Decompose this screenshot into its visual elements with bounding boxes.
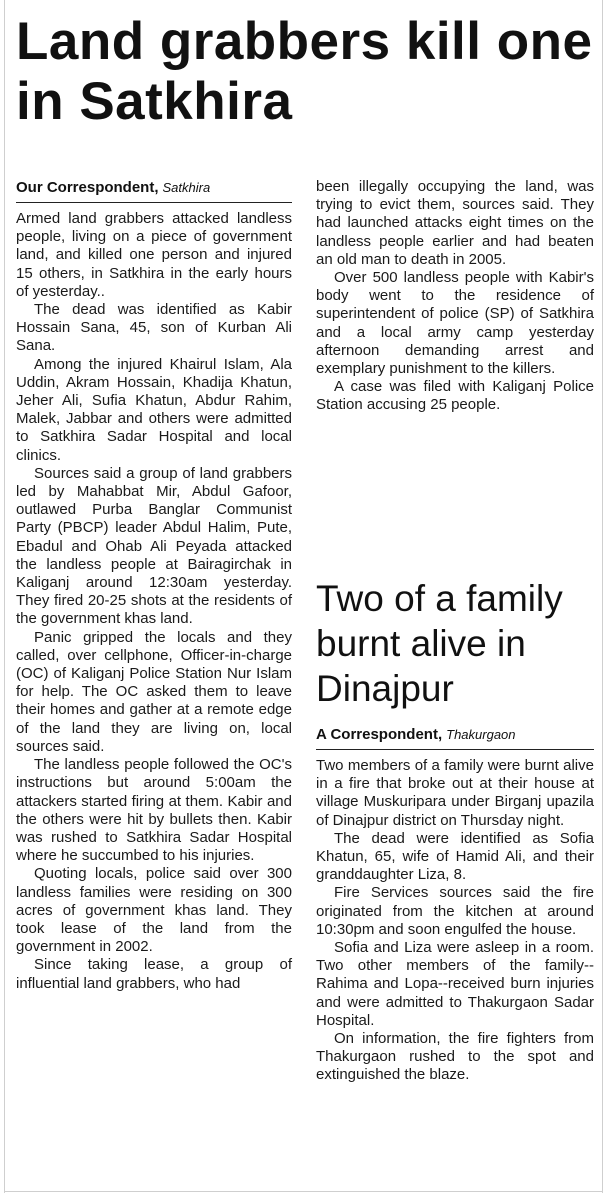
paragraph: Sofia and Liza were asleep in a room. Two other members of the family--Rahima and Lopa--received burn injuries and were admitted to Thakurgaon Sadar Hospital. bbox=[316, 939, 594, 1029]
paragraph: Armed land grabbers attacked landless people, living on a piece of government land, and killed one person and injured 15 others, in Satkhira in the early hours of yesterday.. bbox=[16, 210, 292, 300]
column-rule-left bbox=[4, 0, 5, 1193]
story2-headline: Two of a family burnt alive in Dinajpur bbox=[316, 578, 563, 709]
paragraph: Panic gripped the locals and they called, over cellphone, Officer-in-charge (OC) of Kaliganj Police Station Nur Islam for help. The OC asked them to leave their homes and gather at a remote edge of the land they are living on, local sources said. bbox=[16, 628, 292, 755]
story1-column-2 bbox=[316, 178, 594, 415]
paragraph: Among the injured Khairul Islam, Ala Uddin, Akram Hossain, Khadija Khatun, Jeher Ali, Sufia Khatun, Abdur Rahim, Malek, Jabbar and others were admitted to Satkhira Sadar Hospital and local clinics. bbox=[16, 355, 292, 464]
paragraph: Quoting locals, police said over 300 landless families were residing on 300 acres of government khas land. They took lease of the land from the government in 2002. bbox=[16, 865, 292, 956]
paragraph: Fire Services sources said the fire originated from the kitchen at around 10:30pm and soon engulfed the house. bbox=[316, 884, 594, 938]
story1-byline-author: Our Correspondent, bbox=[16, 179, 159, 196]
paragraph: A case was filed with Kaliganj Police Station accusing 25 people. bbox=[316, 378, 594, 414]
paragraph: Over 500 landless people with Kabir's body went to the residence of superintendent of police (SP) of Satkhira and a local army camp yesterday afternoon demanding arrest and exemplary punishment to the killers. bbox=[316, 269, 594, 378]
story1-headline: Land grabbers kill one in Satkhira bbox=[16, 12, 593, 131]
story2-byline-place: Thakurgaon bbox=[446, 727, 516, 742]
paragraph: The landless people followed the OC's instructions but around 5:00am the attackers started firing at them. Kabir and the others were hit by bullets then. Kabir was rushed to Satkhira Sadar Hospital where he succumbed to his injuries. bbox=[16, 756, 292, 865]
page-rule-bottom bbox=[4, 1191, 603, 1192]
paragraph: Sources said a group of land grabbers led by Mahabbat Mir, Abdul Gafoor, outlawed Purba Banglar Communist Party (PBCP) leader Abdul Halim, Pute, Ebadul and Ohab Ali Peyada attacked the landless people at Bairagirchak in Kaliganj around 12:30am yesterday. They fired 20-25 shots at the residents of the government khas land. bbox=[16, 464, 292, 628]
story2 bbox=[316, 576, 594, 1085]
story1-byline-place: Satkhira bbox=[162, 180, 211, 195]
paragraph: The dead were identified as Sofia Khatun, 65, wife of Hamid Ali, and their granddaughter Liza, 8. bbox=[316, 829, 594, 884]
story1-body-col1 bbox=[16, 210, 292, 993]
story2-byline-author: A Correspondent, bbox=[316, 726, 443, 743]
paragraph: Two members of a family were burnt alive in a fire that broke out at their house at village Muskuripara under Birganj upazila of Dinajpur district on Thursday night. bbox=[316, 757, 594, 829]
story2-byline bbox=[316, 725, 594, 750]
story2-body bbox=[316, 757, 594, 1085]
column-rule-right bbox=[602, 0, 603, 1193]
paragraph: been illegally occupying the land, was trying to evict them, sources said. They had launched attacks eight times on the landless people earlier and had beaten an old man to death in 2005. bbox=[316, 178, 594, 268]
story1-column-1 bbox=[16, 178, 292, 993]
story1-body-col2 bbox=[316, 178, 594, 415]
paragraph: Since taking lease, a group of influential land grabbers, who had bbox=[16, 956, 292, 992]
paragraph: On information, the fire fighters from Thakurgaon rushed to the spot and extinguished the blaze. bbox=[316, 1030, 594, 1084]
paragraph: The dead was identified as Kabir Hossain Sana, 45, son of Kurban Ali Sana. bbox=[16, 301, 292, 355]
story1-byline bbox=[16, 178, 292, 203]
